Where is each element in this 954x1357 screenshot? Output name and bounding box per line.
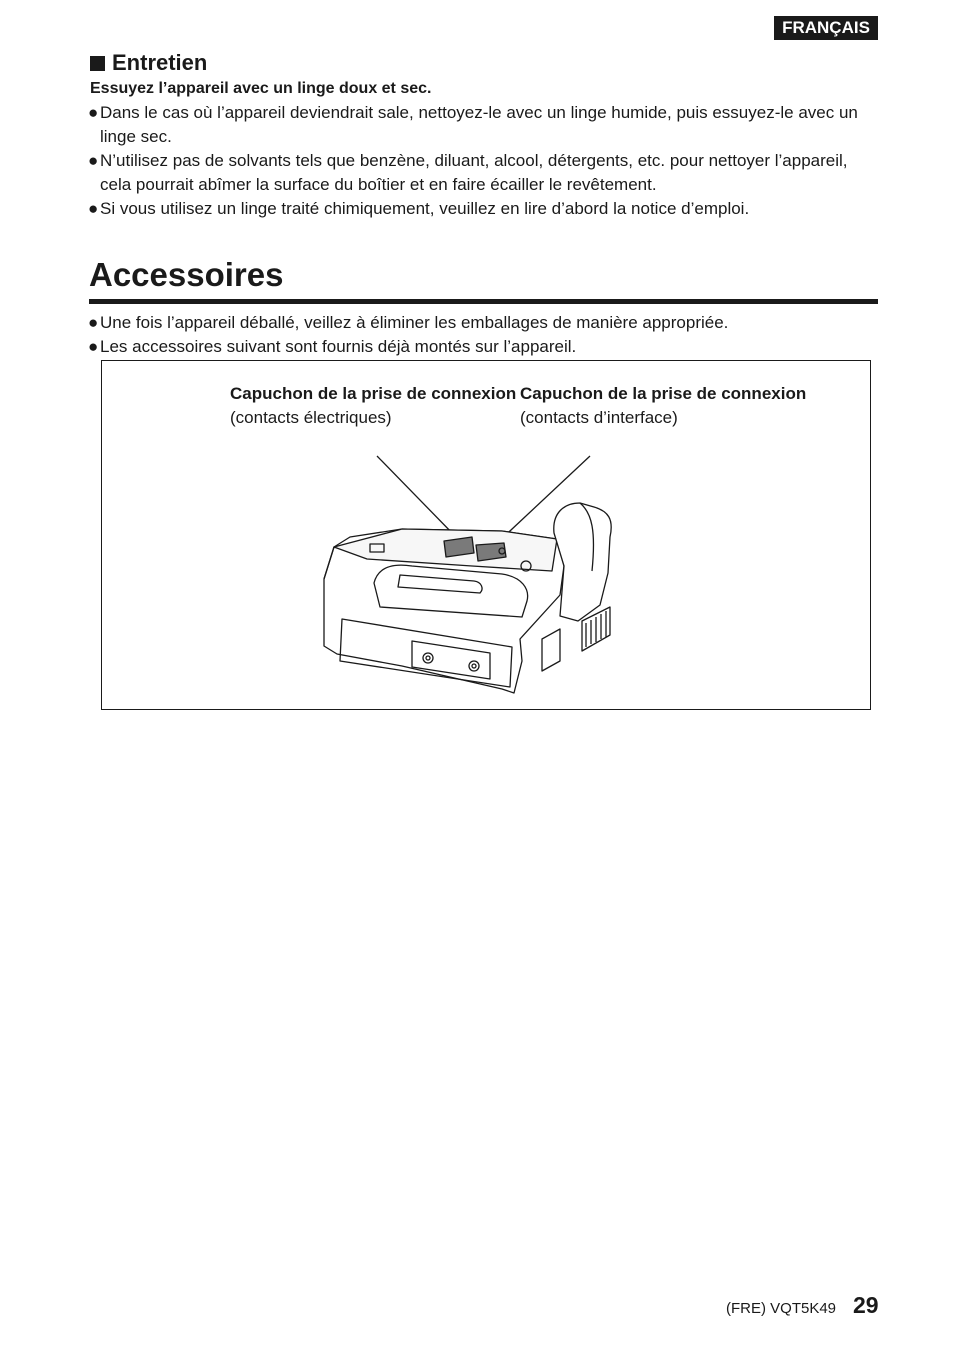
accessories-list (88, 311, 878, 359)
bullet-dot-icon: ● (88, 151, 99, 170)
square-bullet-icon (90, 56, 105, 71)
list-item-text: Dans le cas où l’appareil deviendrait sale, nettoyez-le avec un linge humide, puis essuyez-le avec un linge sec. (100, 103, 858, 146)
document-code: (FRE) VQT5K49 (726, 1300, 837, 1317)
bullet-dot-icon: ● (88, 313, 99, 332)
callout-detail: (contacts électriques) (230, 408, 392, 427)
battery-grip-illustration (102, 361, 872, 711)
list-item (88, 101, 878, 149)
side-latch (542, 629, 560, 671)
bullet-dot-icon: ● (88, 199, 99, 218)
bullet-dot-icon: ● (88, 337, 99, 356)
list-item-text: N’utilisez pas de solvants tels que benzène, diluant, alcool, détergents, etc. pour nettoyer l’appareil, cela pourrait abîmer la surface du boîtier et en faire écailler le revêtement. (100, 151, 848, 194)
maintenance-heading (90, 50, 207, 76)
callout-title: Capuchon de la prise de connexion (520, 384, 807, 403)
electrical-contacts-cap (444, 537, 474, 557)
page-title: Accessoires (89, 256, 284, 293)
page-number: 29 (853, 1292, 879, 1318)
maintenance-heading-text: Entretien (112, 50, 208, 75)
leader-line (377, 456, 457, 538)
callout-title: Capuchon de la prise de connexion (230, 384, 517, 403)
accessory-figure (101, 360, 871, 710)
callout-detail: (contacts d’interface) (520, 408, 678, 427)
grip-tower (554, 503, 611, 621)
list-item (88, 197, 878, 221)
bullet-dot-icon: ● (88, 103, 99, 122)
list-item (88, 149, 878, 197)
maintenance-list (88, 101, 878, 221)
list-item (88, 335, 878, 359)
list-item-text: Si vous utilisez un linge traité chimiquement, veuillez en lire d’abord la notice d’emploi. (100, 199, 750, 218)
title-rule (89, 299, 878, 304)
maintenance-subheading: Essuyez l’appareil avec un linge doux et sec. (90, 80, 432, 97)
list-item-text: Une fois l’appareil déballé, veillez à éliminer les emballages de manière appropriée. (100, 313, 729, 332)
list-item (88, 311, 878, 335)
language-badge: FRANÇAIS (774, 16, 878, 40)
list-item-text: Les accessoires suivant sont fournis déjà montés sur l’appareil. (100, 337, 577, 356)
